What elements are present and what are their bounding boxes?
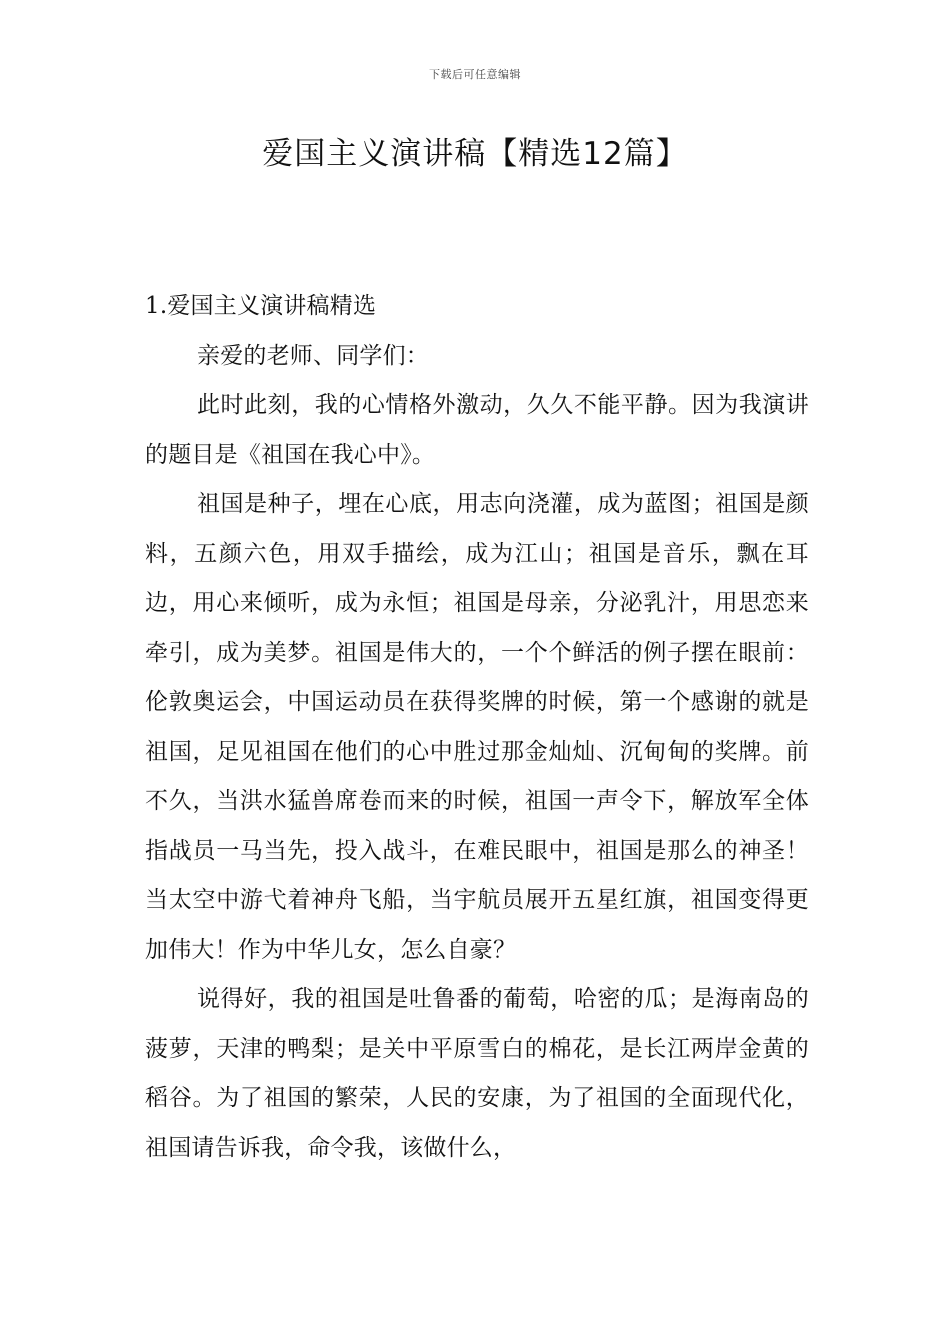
greeting-line: 亲爱的老师、同学们： xyxy=(197,342,429,369)
page-title: 爱国主义演讲稿【精选12篇】 xyxy=(262,136,688,172)
paragraph-3: 说得好，我的祖国是吐鲁番的葡萄，哈密的瓜；是海南岛的菠萝，天津的鸭梨；是关中平原雪白的棉花，是长江两岸金黄的稻谷。为了祖国的繁荣，人民的安康，为了祖国的全面现代化，祖国请告诉我，命令我，该做什么， xyxy=(145,986,809,1161)
section-heading: 1.爱国主义演讲稿精选 xyxy=(145,293,377,319)
header-note: 下载后可任意编辑 xyxy=(429,68,521,81)
paragraph-2: 祖国是种子，埋在心底，用志向浇灌，成为蓝图；祖国是颜料，五颜六色，用双手描绘，成为江山；祖国是音乐，飘在耳边，用心来倾听，成为永恒；祖国是母亲，分泌乳汁，用思恋来牵引，成为美梦。祖国是伟大的，一个个鲜活的例子摆在眼前：伦敦奥运会，中国运动员在获得奖牌的时候，第一个感谢的就是祖国，足见祖国在他们的心中胜过那金灿灿、沉甸甸的奖牌。前不久，当洪水猛兽席卷而来的时候，祖国一声令下，解放军全体指战员一马当先，投入战斗，在难民眼中，祖国是那么的神圣！当太空中游弋着神舟飞船，当宇航员展开五星红旗，祖国变得更加伟大！作为中华儿女，怎么自豪？ xyxy=(145,491,809,963)
paragraph-1: 此时此刻，我的心情格外激动，久久不能平静。因为我演讲的题目是《祖国在我心中》。 xyxy=(145,392,809,468)
document-body xyxy=(145,282,809,1173)
